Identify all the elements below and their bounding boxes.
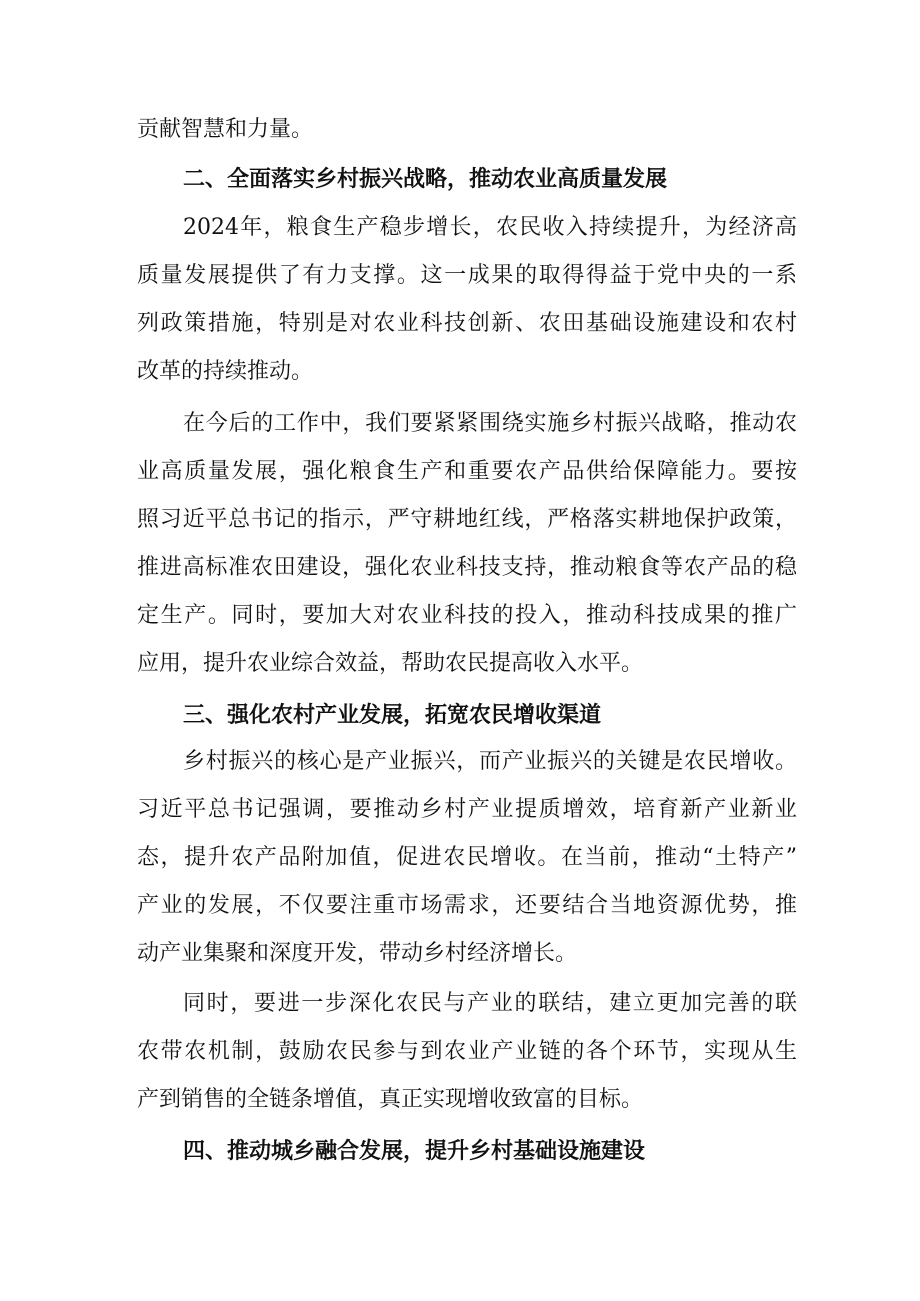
paragraph-line: 动产业集聚和深度开发，带动乡村经济增长。	[137, 941, 578, 966]
section-heading-4: 四、推动城乡融合发展，提升乡村基础设施建设	[183, 1139, 646, 1164]
paragraph-line: 2024年，粮食生产稳步增长，农民收入持续提升，为经济高	[183, 215, 797, 240]
paragraph-line: 应用，提升农业综合效益，帮助农民提高收入水平。	[137, 651, 644, 676]
paragraph-line: 态，提升农产品附加值，促进农民增收。在当前，推动“土特产”	[137, 845, 797, 870]
paragraph-line: 产业的发展，不仅要注重市场需求，还要结合当地资源优势，推	[137, 893, 797, 918]
paragraph-line: 业高质量发展，强化粮食生产和重要农产品供给保障能力。要按	[137, 459, 797, 484]
paragraph-line: 列政策措施，特别是对农业科技创新、农田基础设施建设和农村	[137, 311, 797, 336]
section-heading-2: 二、全面落实乡村振兴战略，推动农业高质量发展	[183, 167, 668, 192]
paragraph-line: 产到销售的全链条增值，真正实现增收致富的目标。	[137, 1087, 644, 1112]
paragraph-line: 质量发展提供了有力支撑。这一成果的取得得益于党中央的一系	[137, 263, 797, 288]
paragraph-line: 习近平总书记强调，要推动乡村产业提质增效，培育新产业新业	[137, 797, 797, 822]
paragraph-line: 照习近平总书记的指示，严守耕地红线，严格落实耕地保护政策，	[137, 507, 797, 532]
paragraph-line: 推进高标准农田建设，强化农业科技支持，推动粮食等农产品的稳	[137, 555, 797, 580]
section-heading-3: 三、强化农村产业发展，拓宽农民增收渠道	[183, 703, 602, 728]
paragraph-line: 在今后的工作中，我们要紧紧围绕实施乡村振兴战略，推动农	[183, 411, 797, 436]
paragraph-line: 乡村振兴的核心是产业振兴，而产业振兴的关键是农民增收。	[183, 749, 797, 774]
paragraph-line: 同时，要进一步深化农民与产业的联结，建立更加完善的联	[183, 991, 797, 1016]
paragraph-line: 改革的持续推动。	[137, 359, 314, 384]
paragraph-line: 贡献智慧和力量。	[137, 117, 314, 142]
paragraph-line: 农带农机制，鼓励农民参与到农业产业链的各个环节，实现从生	[137, 1039, 797, 1064]
paragraph-line: 定生产。同时，要加大对农业科技的投入，推动科技成果的推广	[137, 603, 797, 628]
